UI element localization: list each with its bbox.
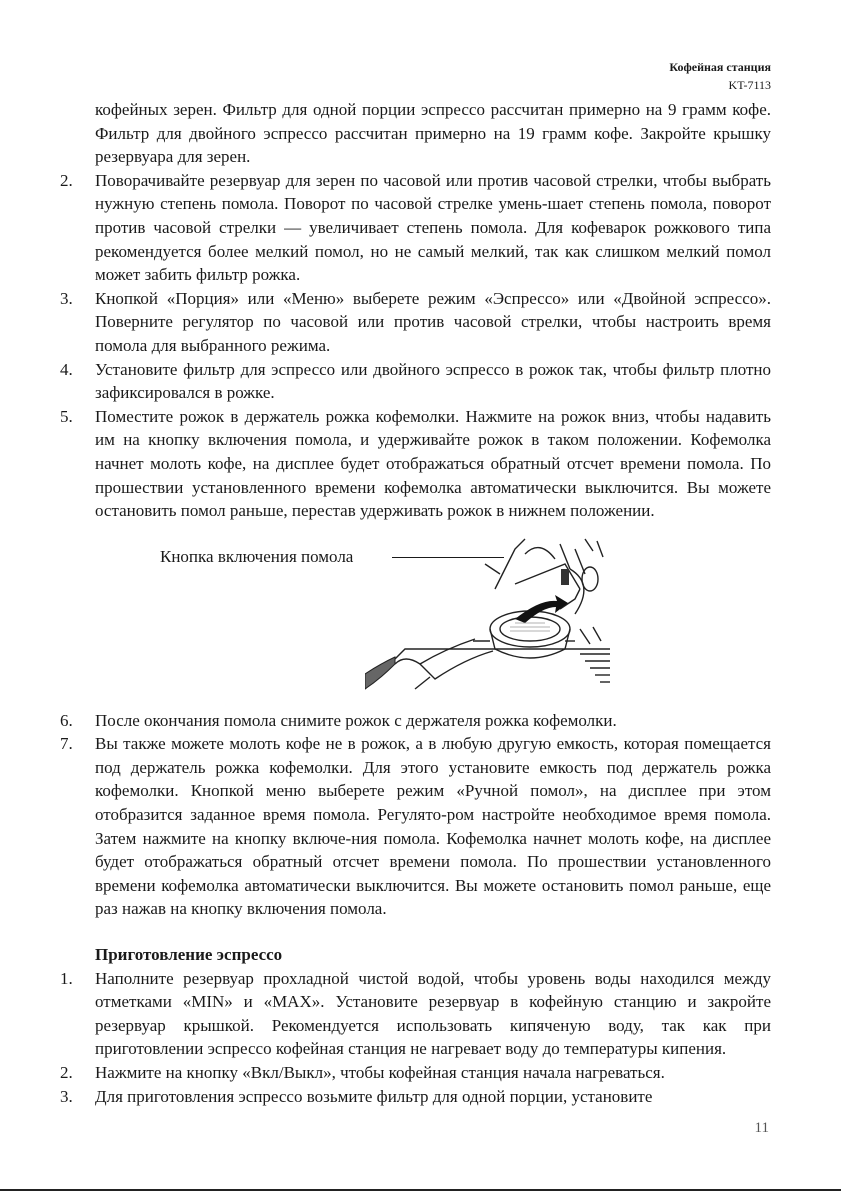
list-item — [60, 732, 771, 921]
figure-caption: Кнопка включения помола — [160, 546, 354, 566]
portafilter-grinder-illustration — [365, 529, 610, 694]
step-number: 6. — [60, 710, 73, 730]
grinder-figure — [60, 529, 771, 697]
step-number: 5. — [60, 406, 73, 426]
grinding-steps-list-continued — [60, 709, 771, 921]
page-header — [669, 58, 771, 94]
page-content — [60, 98, 771, 1108]
intro-continuation: кофейных зерен. Фильтр для одной порции эспрессо рассчитан примерно на 9 грамм кофе. Фильтр для двойного эспрессо рассчитан примерно на 19 грамм кофе. Закройте крышку резервуара для зерен. — [95, 100, 771, 167]
step-text: Поворачивайте резервуар для зерен по часовой или против часовой стрелки, чтобы выбрать нужную степень помола. Поворот по часовой стрелке умень-шает степень помола, поворот против часовой стрелки — увеличивает степень помола. Для кофеварок рожкового типа рекомендуется более мелкий помол, но не самый мелкий, так как слишком мелкий помол может забить фильтр рожка. — [95, 170, 771, 285]
list-item — [60, 709, 771, 733]
grinding-steps-list — [60, 169, 771, 523]
list-item — [60, 405, 771, 523]
brand-title: Кофейная станция — [669, 60, 771, 74]
model-number: KT-7113 — [728, 78, 771, 92]
step-number: 2. — [60, 170, 73, 190]
step-text: Нажмите на кнопку «Вкл/Выкл», чтобы кофейная станция начала нагреваться. — [95, 1063, 665, 1082]
step-number: 3. — [60, 1086, 73, 1106]
list-item — [60, 967, 771, 1061]
step-number: 4. — [60, 359, 73, 379]
step-text: Поместите рожок в держатель рожка кофемолки. Нажмите на рожок вниз, чтобы надавить им на кнопку включения помола, и удерживайте рожок в таком положении. Кофемолка начнет молоть кофе, на дисплее будет отображаться обратный отсчет времени помола. По прошествии установленного времени кофемолка автоматически выключится. Вы можете остановить помол раньше, перестав удерживать рожок в нижнем положении. — [95, 406, 771, 521]
page-number: 11 — [754, 1120, 769, 1136]
step-number: 2. — [60, 1063, 73, 1082]
step-text: Для приготовления эспрессо возьмите фильтр для одной порции, установите — [95, 1086, 653, 1106]
step-number: 7. — [60, 734, 73, 754]
step-text: Установите фильтр для эспрессо или двойного эспрессо в рожок так, чтобы фильтр плотно зафиксировался в рожке. — [95, 359, 771, 403]
step-text: Наполните резервуар прохладной чистой водой, чтобы уровень воды находился между отметками «MIN» и «MAX». Установите резервуар в кофейную станцию и закройте резервуар крышкой. Рекомендуется использовать кипяченую воду, так как при приготовлении эспрессо кофейная станция не нагревает воду до температуры кипения. — [95, 968, 771, 1059]
step-text: После окончания помола снимите рожок с держателя рожка кофемолки. — [95, 710, 617, 730]
step-number: 1. — [60, 968, 73, 988]
espresso-steps-list — [60, 967, 771, 1109]
step-text: Кнопкой «Порция» или «Меню» выберете режим «Эспрессо» или «Двойной эспрессо». Поверните регулятор по часовой или против часовой стрелки, чтобы настроить время помола для выбранного режима. — [95, 288, 771, 355]
list-item — [60, 287, 771, 358]
step-text: Вы также можете молоть кофе не в рожок, а в любую другую емкость, которая помещается под держатель рожка кофемолки. Для этого установите емкость под держатель рожка кофемолки. Кнопкой меню выберете режим «Ручной помол», на дисплее при этом отобразится заданное время помола. Регулято-ром настройте необходимое время помола. Затем нажмите на кнопку включе-ния помола. Кофемолка начнет молоть кофе, на дисплее будет отображаться обратный отсчет времени помола. По прошествии установленного времени кофемолка автоматически выключится. Вы можете остановить помол раньше, еще раз нажав на кнопку включения помола. — [95, 734, 771, 919]
section-title: Приготовление эспрессо — [95, 945, 283, 965]
list-item — [60, 1061, 771, 1085]
step-number: 3. — [60, 288, 73, 308]
list-item — [60, 1085, 771, 1109]
list-item — [60, 169, 771, 287]
list-item — [60, 358, 771, 405]
